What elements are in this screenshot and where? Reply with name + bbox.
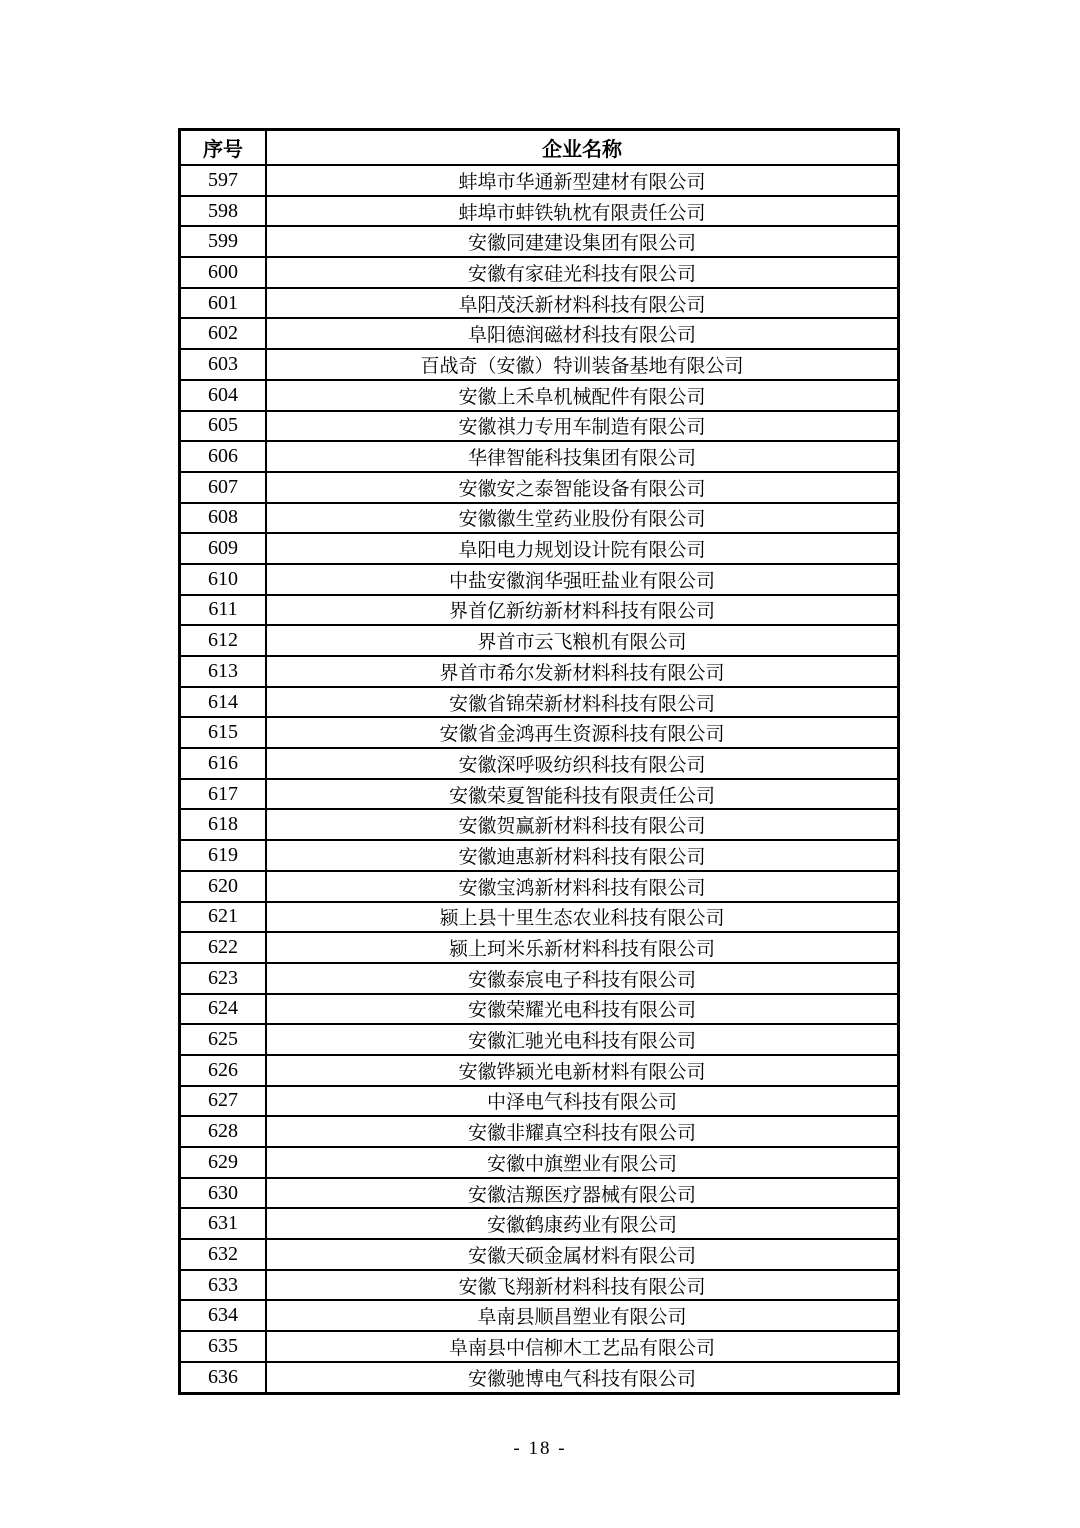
table-row: [180, 441, 899, 472]
table-row: [180, 1024, 899, 1055]
table-row: [180, 411, 899, 442]
company-name-cell: 安徽贺赢新材料科技有限公司: [266, 809, 899, 840]
row-index-cell: 626: [180, 1055, 267, 1086]
row-index-cell: 615: [180, 717, 267, 748]
company-name-cell: 阜阳德润磁材科技有限公司: [266, 318, 899, 349]
company-name-cell: 安徽有家硅光科技有限公司: [266, 257, 899, 288]
row-index-cell: 623: [180, 963, 267, 994]
table-row: [180, 257, 899, 288]
table-row: [180, 349, 899, 380]
company-name-cell: 安徽汇驰光电科技有限公司: [266, 1024, 899, 1055]
company-name-cell: 安徽荣耀光电科技有限公司: [266, 994, 899, 1025]
row-index-cell: 625: [180, 1024, 267, 1055]
row-index-cell: 609: [180, 533, 267, 564]
company-name-cell: 安徽泰宸电子科技有限公司: [266, 963, 899, 994]
table-row: [180, 963, 899, 994]
table-row: [180, 318, 899, 349]
table-row: [180, 1116, 899, 1147]
company-name-cell: 阜阳茂沃新材料科技有限公司: [266, 288, 899, 319]
table-row: [180, 1270, 899, 1301]
table-row: [180, 165, 899, 196]
company-name-cell: 界首亿新纺新材料科技有限公司: [266, 595, 899, 626]
company-name-cell: 安徽同建建设集团有限公司: [266, 226, 899, 257]
table-row: [180, 809, 899, 840]
row-index-cell: 614: [180, 687, 267, 718]
company-name-cell: 阜阳电力规划设计院有限公司: [266, 533, 899, 564]
company-name-cell: 安徽非耀真空科技有限公司: [266, 1116, 899, 1147]
company-name-cell: 蚌埠市蚌铁轨枕有限责任公司: [266, 196, 899, 227]
row-index-cell: 633: [180, 1270, 267, 1301]
company-name-cell: 安徽荣夏智能科技有限责任公司: [266, 779, 899, 810]
row-index-cell: 621: [180, 902, 267, 933]
row-index-cell: 608: [180, 503, 267, 534]
company-name-cell: 颍上珂米乐新材料科技有限公司: [266, 932, 899, 963]
company-name-cell: 安徽中旗塑业有限公司: [266, 1147, 899, 1178]
table-row: [180, 748, 899, 779]
company-name-cell: 界首市希尔发新材料科技有限公司: [266, 656, 899, 687]
row-index-cell: 604: [180, 380, 267, 411]
table-row: [180, 932, 899, 963]
row-index-cell: 622: [180, 932, 267, 963]
table-row: [180, 871, 899, 902]
company-name-cell: 安徽祺力专用车制造有限公司: [266, 411, 899, 442]
row-index-cell: 635: [180, 1331, 267, 1362]
row-index-cell: 610: [180, 564, 267, 595]
table-row: [180, 564, 899, 595]
row-index-cell: 618: [180, 809, 267, 840]
row-index-cell: 629: [180, 1147, 267, 1178]
table-row: [180, 533, 899, 564]
table-row: [180, 380, 899, 411]
company-name-cell: 安徽省锦荣新材料科技有限公司: [266, 687, 899, 718]
table-row: [180, 625, 899, 656]
row-index-cell: 619: [180, 840, 267, 871]
table-row: [180, 1086, 899, 1117]
table-row: [180, 1147, 899, 1178]
company-name-cell: 安徽安之泰智能设备有限公司: [266, 472, 899, 503]
company-list-table: [178, 128, 900, 1395]
company-name-cell: 安徽宝鸿新材料科技有限公司: [266, 871, 899, 902]
row-index-cell: 606: [180, 441, 267, 472]
row-index-cell: 632: [180, 1239, 267, 1270]
row-index-cell: 605: [180, 411, 267, 442]
company-name-cell: 百战奇（安徽）特训装备基地有限公司: [266, 349, 899, 380]
row-index-cell: 603: [180, 349, 267, 380]
table-row: [180, 196, 899, 227]
table-row: [180, 840, 899, 871]
row-index-cell: 636: [180, 1362, 267, 1393]
company-name-cell: 蚌埠市华通新型建材有限公司: [266, 165, 899, 196]
column-header-company-name: 企业名称: [266, 130, 899, 166]
table-row: [180, 1178, 899, 1209]
company-name-cell: 安徽驰博电气科技有限公司: [266, 1362, 899, 1393]
row-index-cell: 630: [180, 1178, 267, 1209]
row-index-cell: 624: [180, 994, 267, 1025]
row-index-cell: 628: [180, 1116, 267, 1147]
company-name-cell: 阜南县中信柳木工艺品有限公司: [266, 1331, 899, 1362]
company-name-cell: 华律智能科技集团有限公司: [266, 441, 899, 472]
table-row: [180, 503, 899, 534]
table-row: [180, 226, 899, 257]
company-name-cell: 安徽徽生堂药业股份有限公司: [266, 503, 899, 534]
company-name-cell: 中泽电气科技有限公司: [266, 1086, 899, 1117]
table-row: [180, 288, 899, 319]
table-row: [180, 687, 899, 718]
table-row: [180, 1300, 899, 1331]
company-name-cell: 安徽鹤康药业有限公司: [266, 1208, 899, 1239]
row-index-cell: 600: [180, 257, 267, 288]
row-index-cell: 601: [180, 288, 267, 319]
table-body: [180, 165, 899, 1393]
table-row: [180, 1239, 899, 1270]
row-index-cell: 598: [180, 196, 267, 227]
row-index-cell: 602: [180, 318, 267, 349]
row-index-cell: 616: [180, 748, 267, 779]
company-name-cell: 安徽天硕金属材料有限公司: [266, 1239, 899, 1270]
row-index-cell: 612: [180, 625, 267, 656]
row-index-cell: 611: [180, 595, 267, 626]
column-header-index: 序号: [180, 130, 267, 166]
company-name-cell: 安徽深呼吸纺织科技有限公司: [266, 748, 899, 779]
row-index-cell: 634: [180, 1300, 267, 1331]
table-row: [180, 902, 899, 933]
row-index-cell: 607: [180, 472, 267, 503]
company-name-cell: 颍上县十里生态农业科技有限公司: [266, 902, 899, 933]
table-row: [180, 1331, 899, 1362]
table-row: [180, 595, 899, 626]
table-row: [180, 779, 899, 810]
row-index-cell: 631: [180, 1208, 267, 1239]
company-name-cell: 阜南县顺昌塑业有限公司: [266, 1300, 899, 1331]
table-header-row: [180, 130, 899, 166]
table-row: [180, 994, 899, 1025]
company-name-cell: 安徽飞翔新材料科技有限公司: [266, 1270, 899, 1301]
company-name-cell: 安徽省金鸿再生资源科技有限公司: [266, 717, 899, 748]
row-index-cell: 613: [180, 656, 267, 687]
table-row: [180, 1208, 899, 1239]
row-index-cell: 599: [180, 226, 267, 257]
company-name-cell: 安徽洁羱医疗器械有限公司: [266, 1178, 899, 1209]
table-row: [180, 656, 899, 687]
page-number: - 18 -: [513, 1438, 567, 1459]
company-name-cell: 安徽迪惠新材料科技有限公司: [266, 840, 899, 871]
table-row: [180, 717, 899, 748]
company-name-cell: 安徽上禾阜机械配件有限公司: [266, 380, 899, 411]
table-row: [180, 1362, 899, 1393]
table-row: [180, 1055, 899, 1086]
row-index-cell: 617: [180, 779, 267, 810]
row-index-cell: 597: [180, 165, 267, 196]
table-row: [180, 472, 899, 503]
company-name-cell: 界首市云飞粮机有限公司: [266, 625, 899, 656]
row-index-cell: 627: [180, 1086, 267, 1117]
company-name-cell: 中盐安徽润华强旺盐业有限公司: [266, 564, 899, 595]
company-name-cell: 安徽铧颍光电新材料有限公司: [266, 1055, 899, 1086]
row-index-cell: 620: [180, 871, 267, 902]
